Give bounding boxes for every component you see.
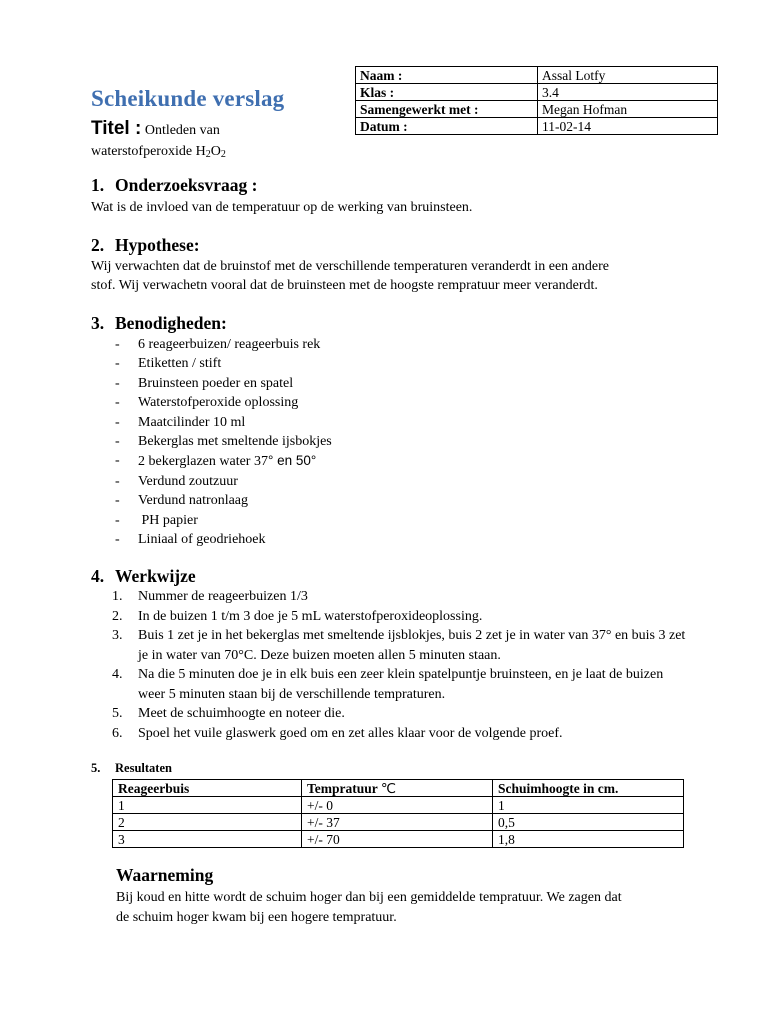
werkwijze-steps (112, 587, 687, 743)
step-item (112, 587, 687, 607)
formula-o: O (210, 144, 221, 159)
step-text: Na die 5 minuten doe je in elk buis een zeer klein spatelpuntje bruinsteen, en je laat de buizen weer 5 minuten staan bij de verschillende tempraturen. (138, 667, 664, 702)
step-number: 5. (112, 706, 123, 721)
list-item: - Etiketten / stift (112, 354, 332, 373)
heading-hypothese (91, 235, 200, 256)
table-cell: 3 (113, 831, 302, 848)
heading-number: 1. (91, 175, 105, 195)
list-item: - Bekerglas met smeltende ijsbokjes (112, 432, 332, 451)
heading-waarneming: Waarneming (116, 865, 214, 885)
info-row-datum (356, 118, 718, 135)
step-item (112, 665, 687, 704)
info-table (355, 66, 718, 135)
heading-text: Werkwijze (115, 566, 196, 586)
table-cell: 1 (113, 797, 302, 814)
heading-number: 2. (91, 235, 105, 255)
heading-number: 3. (91, 313, 105, 333)
step-item (112, 626, 687, 665)
table-row (113, 831, 684, 848)
formula-subscript-1: 2 (205, 149, 211, 160)
resultaten-table (112, 779, 684, 848)
heading-number: 4. (91, 566, 105, 586)
list-item-text: 2 bekerglazen water 37 (138, 454, 268, 470)
list-item (112, 451, 332, 471)
info-row-klas (356, 84, 718, 101)
list-item: - Verdund natronlaag (112, 491, 332, 510)
column-header: Reageerbuis (113, 780, 302, 797)
step-item (112, 704, 687, 724)
heading-onderzoeksvraag (91, 175, 257, 196)
table-cell: 1,8 (493, 831, 684, 848)
table-cell: 0,5 (493, 814, 684, 831)
document-title: Scheikunde verslag (91, 86, 285, 111)
heading-text: Benodigheden: (115, 313, 227, 333)
titel-line-2 (91, 144, 226, 160)
waarneming-line1: Bij koud en hitte wordt de schuim hoger dan bij een gemiddelde tempratuur. We zagen dat (116, 890, 622, 905)
info-value: 11-02-14 (538, 118, 718, 135)
list-item: - Maatcilinder 10 ml (112, 413, 332, 432)
info-key: Naam : (356, 67, 538, 84)
heading-resultaten (91, 761, 172, 776)
heading-benodigheden (91, 313, 227, 334)
table-row (113, 797, 684, 814)
benodigheden-list (112, 335, 332, 549)
list-item: - PH papier (112, 511, 332, 530)
step-item (112, 607, 687, 627)
table-cell: +/- 37 (302, 814, 493, 831)
list-item: - Waterstofperoxide oplossing (112, 393, 332, 412)
celsius-unit: ℃ (380, 781, 397, 796)
step-number: 1. (112, 589, 123, 604)
info-key: Datum : (356, 118, 538, 135)
step-number: 6. (112, 725, 123, 741)
info-key: Klas : (356, 84, 538, 101)
info-value: Megan Hofman (538, 101, 718, 118)
column-header: Schuimhoogte in cm. (493, 780, 684, 797)
hypothese-text-line1: Wij verwachten dat de bruinstof met de verschillende temperaturen veranderdt in een andere (91, 259, 609, 274)
table-header-row (113, 780, 684, 797)
step-text: Buis 1 zet je in het bekerglas met smeltende ijsblokjes, buis 2 zet je in water van 37° en buis 3 zet je in water van 70°C. Deze buizen moeten allen 5 minuten staan. (138, 628, 686, 663)
list-item: - Liniaal of geodriehoek (112, 530, 332, 549)
waarneming-text (116, 888, 691, 927)
titel-text-2: waterstofperoxide H (91, 144, 206, 159)
table-cell: +/- 70 (302, 831, 493, 848)
formula-subscript-2: 2 (220, 149, 226, 160)
step-text: Spoel het vuile glaswerk goed om en zet alles klaar voor de volgende proef. (138, 725, 563, 741)
info-value: 3.4 (538, 84, 718, 101)
hypothese-text-line2: stof. Wij verwachetn vooral dat de bruinsteen met de hoogste rempratuur meer veranderdt. (91, 278, 598, 293)
heading-werkwijze (91, 566, 196, 587)
waarneming-line2: de schuim hoger kwam bij een hogere tempratuur. (116, 909, 397, 925)
step-text: Nummer de reageerbuizen 1/3 (138, 589, 308, 604)
list-item: - 6 reageerbuizen/ reageerbuis rek (112, 335, 332, 354)
heading-text: Hypothese: (115, 235, 200, 255)
column-header-text: Tempratuur (307, 781, 381, 796)
table-cell: 2 (113, 814, 302, 831)
info-value: Assal Lotfy (538, 67, 718, 84)
step-item (112, 724, 687, 744)
list-item: - Verdund zoutzuur (112, 472, 332, 491)
heading-number: 5. (91, 761, 101, 775)
table-cell: 1 (493, 797, 684, 814)
list-item-suffix: ° en 50° (267, 453, 317, 469)
titel-label: Titel : (91, 118, 142, 139)
info-row-naam (356, 67, 718, 84)
step-text: In de buizen 1 t/m 3 doe je 5 mL waterstofperoxideoplossing. (138, 608, 483, 624)
step-text: Meet de schuimhoogte en noteer die. (138, 706, 345, 721)
heading-text: Onderzoeksvraag : (115, 175, 258, 195)
onderzoeksvraag-text: Wat is de invloed van de temperatuur op de werking van bruinsteen. (91, 200, 473, 215)
heading-text: Resultaten (115, 761, 172, 775)
step-number: 3. (112, 628, 123, 643)
info-row-samengewerkt (356, 101, 718, 118)
column-header (302, 780, 493, 797)
titel-line (91, 118, 220, 140)
step-number: 2. (112, 608, 123, 624)
info-key: Samengewerkt met : (356, 101, 538, 118)
table-cell: +/- 0 (302, 797, 493, 814)
titel-text: Ontleden van (144, 123, 220, 138)
list-item: - Bruinsteen poeder en spatel (112, 374, 332, 393)
table-row (113, 814, 684, 831)
step-number: 4. (112, 667, 123, 682)
